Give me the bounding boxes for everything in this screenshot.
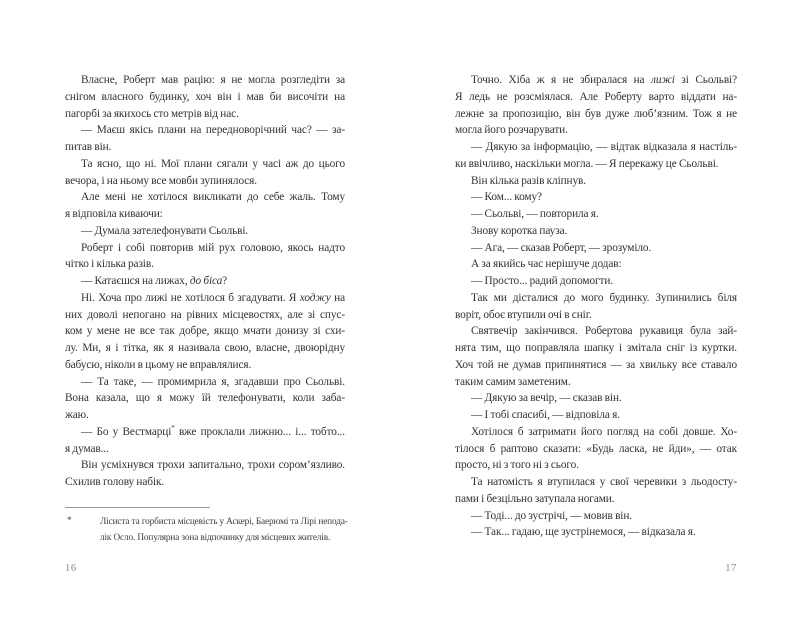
text-line: — Бо у Вестмарці* вже проклали лижню... і... тобто... <box>81 423 345 438</box>
footnote-divider <box>65 507 210 508</box>
text-line: Точно. Хіба ж я не збиралася на лижі зі Сьольві? <box>471 74 737 86</box>
text-line: ком у мене не все так добре, якщо мчати донизу зі схи- <box>65 325 345 338</box>
text-line: нята тим, що поправляла шапку і змітала сніг із куртки. <box>455 342 737 354</box>
text-line: бабусю, ніколи в цьому не вправлялися. <box>65 358 252 371</box>
text-line: я відповіла киваючи: <box>65 208 163 220</box>
text-line: них доволі непогано на рівних місцевостях, але зі спус- <box>65 308 345 321</box>
text-line: — І тобі спасибі, — відповіла я. <box>471 409 620 421</box>
text-line: я думав... <box>65 442 109 455</box>
footnote <box>65 515 375 546</box>
text-line: Схилив голову набік. <box>65 476 165 488</box>
text-line: Але мені не хотілося викликати до себе жаль. Тому <box>81 191 345 204</box>
page-right-text <box>455 72 737 541</box>
text-line: Він кілька разів кліпнув. <box>471 174 587 187</box>
text-line: А за якийсь час нерішуче додав: <box>471 258 622 271</box>
text-line: — Та таке, — промимрила я, згадавши про Сьольві. <box>81 375 345 388</box>
text-line: — Катаєшся на лижах, до біса? <box>81 275 228 287</box>
page-number-left: 16 <box>65 563 77 574</box>
footnote-text <box>100 515 375 546</box>
text-line: пагорбі за якихось сто метрів від нас. <box>65 107 239 120</box>
text-line: Лісиста та горбиста місцевість у Аскері, Баерюмі та Лірі непода- <box>100 517 348 527</box>
text-line: Я ледь не розсміялася. Але Роберту варто віддати на- <box>455 90 737 103</box>
text-line: Хоч той не думав припинятися — за хвильку все ставало <box>455 358 737 371</box>
text-line: лу. Ми, я і тітка, як я називала свою, власне, двоюрідну <box>65 342 345 354</box>
text-line: — Ком... кому? <box>471 191 542 204</box>
text-line: чітко і кілька разів. <box>65 258 154 271</box>
text-line: — Сьольві, — повторила я. <box>471 208 599 220</box>
text-line: Знову коротка пауза. <box>471 224 568 237</box>
text-line: Святвечір закінчився. Робертова рукавиця була зай- <box>471 325 737 338</box>
footnote-marker: * <box>67 516 72 526</box>
text-line: Власне, Роберт мав рацію: я не могла розгледіти за <box>81 74 345 86</box>
text-line: — Дякую за інформацію, — відтак відказала я настіль- <box>471 141 737 153</box>
text-line: — Думала зателефонувати Сьольві. <box>81 224 249 237</box>
page-number-right: 17 <box>725 563 737 574</box>
text-line: пами і безцільно затупала ногами. <box>455 492 615 505</box>
text-line: Він усміхнувся трохи запитально, трохи сором’язливо. <box>81 459 345 472</box>
text-line: лік Осло. Популярна зона відпочинку для місцевих жителів. <box>100 532 331 543</box>
text-line: Та ясно, що ні. Мої плани сягали у часі аж до цього <box>81 157 345 170</box>
text-line: тілося б раптово сказати: «Будь ласка, не йди», — отак <box>455 442 737 455</box>
text-line: лежне за пропозицію, він був дуже люб’язним. Тож я не <box>455 107 737 120</box>
text-line: могла його розчарувати. <box>455 124 568 137</box>
text-line: таким самим заметеним. <box>455 375 571 388</box>
text-line: — Просто... радий допомогти. <box>471 275 614 287</box>
text-line: Так ми дісталися до мого будинку. Зупинились біля <box>471 291 737 304</box>
text-line: Ні. Хоча про лижі не хотілося б згадувати. Я ходжу на <box>81 291 345 304</box>
text-line: питав він. <box>65 141 112 153</box>
text-line: Роберт і собі повторив мій рух головою, якось надто <box>81 241 345 254</box>
page-left-text <box>65 72 345 491</box>
text-line: Вона казала, що я можу їй телефонувати, коли заба- <box>65 392 345 405</box>
text-line: ки ввічливо, наскільки могла. — Я перекажу це Сьольві. <box>455 157 719 170</box>
text-line: жаю. <box>65 409 89 421</box>
text-line: Хотілося б затримати його погляд на собі довше. Хо- <box>471 425 737 438</box>
text-line: Та натомість я втупилася у свої черевики з льодосту- <box>471 476 737 488</box>
text-line: — Маєш якісь плани на передноворічний час? — за- <box>81 124 345 137</box>
text-line: — Тоді... до зустрічі, — мовив він. <box>471 509 633 522</box>
text-line: — Так... гадаю, ще зустрінемося, — відказала я. <box>471 526 696 539</box>
text-line: снігом власного будинку, хоч він і мав би височіти на <box>65 90 345 103</box>
text-line: воріт, обоє втупили очі в сніг. <box>455 308 592 321</box>
text-line: — Дякую за вечір, — сказав він. <box>471 392 622 405</box>
text-line: — Ага, — сказав Роберт, — зрозуміло. <box>471 241 652 254</box>
text-line: вечора, і на ньому все мовби зупинялося. <box>65 174 258 187</box>
text-line: просто, ні з того ні з сього. <box>455 459 579 472</box>
